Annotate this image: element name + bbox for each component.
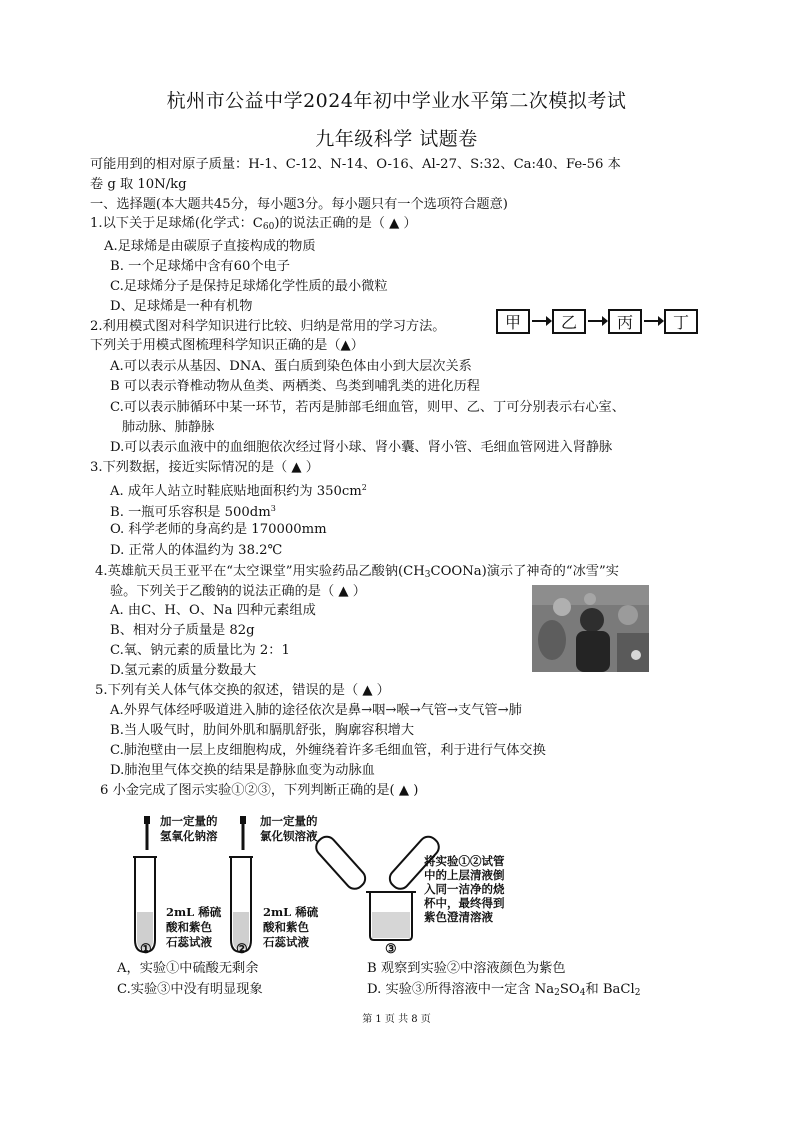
flow-arrow [532, 320, 550, 322]
step-3-desc-1: 将实验①②试管 [424, 854, 505, 868]
q2-stem-2: 下列关于用模式图梳理科学知识正确的是（▲） [90, 338, 364, 353]
label-experiment-2: ② [236, 942, 248, 957]
q1-stem: 1.以下关于足球烯(化学式：$C_{60}$)的说法正确的是（ ▲ ） [90, 216, 417, 232]
step-3-desc-4: 杯中，最终得到 [424, 896, 505, 910]
q5-option-c: C.肺泡壁由一层上皮细胞构成，外缠绕着许多毛细血管，利于进行气体交换 [110, 743, 546, 758]
tube-2-label-b: 酸和紫色 [263, 920, 309, 934]
exam-title: 杭州市公益中学2024年初中学业水平第二次模拟考试 [166, 90, 627, 112]
photo-of-astronaut [532, 585, 649, 672]
q6-option-d: D. 实验③所得溶液中一定含 $Na_2SO_4$和 BaCl$_2$ [367, 982, 641, 998]
tube-2-label-c: 石蕊试液 [263, 935, 309, 949]
q6-option-a: A，实验①中硫酸无剩余 [117, 961, 259, 976]
q1-option-b: B. 一个足球烯中含有60个电子 [110, 259, 290, 274]
q2-option-c: C.可以表示肺循环中某一环节，若丙是肺部毛细血管，则甲、乙、丁可分别表示右心室、 [110, 400, 625, 415]
q4-option-b: B、相对分子质量是 82g [110, 623, 255, 638]
flow-box-jia: 甲 [496, 309, 530, 334]
beaker-icon [366, 892, 416, 940]
q5-option-d: D.肺泡里气体交换的结果是静脉血变为动脉血 [110, 763, 375, 778]
section-heading: 一、选择题(本大题共45分，每小题3分。每小题只有一个选项符合题意) [90, 197, 508, 212]
q5-stem: 5.下列有关人体气体交换的叙述，错误的是（ ▲ ） [95, 683, 390, 698]
q4-option-a: A. 由C、H、O、Na 四种元素组成 [110, 603, 316, 618]
tube-1-label-c: 石蕊试液 [166, 935, 212, 949]
q1-option-c: C.足球烯分子是保持足球烯化学性质的最小微粒 [110, 279, 388, 294]
q4-option-d: D.氢元素的质量分数最大 [110, 663, 257, 678]
step-3-desc-3: 入同一洁净的烧 [424, 882, 505, 896]
q2-option-a: A.可以表示从基因、DNA、蛋白质到染色体由小到大层次关系 [110, 359, 472, 374]
q3-stem: 3.下列数据，接近实际情况的是（ ▲ ） [90, 460, 319, 475]
q4-stem-1: 4.英雄航天员王亚平在“太空课堂”用实验药品乙酸钠$(CH_3COONa)$演示了神奇的“冰雪”实 [95, 564, 619, 580]
q3-option-c: O. 科学老师的身高约是 170000mm [110, 522, 327, 537]
q1-option-d: D、足球烯是一种有机物 [110, 299, 253, 314]
q2-option-c-cont: 肺动脉、肺静脉 [122, 420, 215, 435]
q1-option-a: A.足球烯是由碳原子直接构成的物质 [104, 239, 316, 254]
exam-subtitle: 九年级科学 试题卷 [315, 128, 478, 150]
tube-2-label-a: 2mL 稀硫 [263, 905, 319, 919]
flow-arrow [588, 320, 606, 322]
q4-option-c: C.氧、钠元素的质量比为 2：1 [110, 643, 290, 658]
q6-option-b: B 观察到实验②中溶液颜色为紫色 [367, 961, 566, 976]
tube-1-label-a: 2mL 稀硫 [166, 905, 222, 919]
q6-option-c: C.实验③中没有明显现象 [117, 982, 263, 997]
atomic-mass-line: 可能用到的相对原子质量：H-1、C-12、N-14、O-16、Al-27、S:32、Ca:40、Fe-56 本 [90, 157, 621, 172]
gravity-line: 卷 g 取 10N/kg [90, 177, 187, 192]
q2-option-b: B 可以表示脊椎动物从鱼类、两栖类、鸟类到哺乳类的进化历程 [110, 379, 480, 394]
q3-option-d: D. 正常人的体温约为 38.2℃ [110, 543, 283, 558]
test-tube-dropper-icon [133, 816, 157, 952]
q2-stem-1: 2.利用模式图对科学知识进行比较、归纳是常用的学习方法。 [90, 319, 446, 334]
q5-option-a: A.外界气体经呼吸道进入肺的途径依次是鼻→咽→喉→气管→支气管→肺 [110, 703, 522, 718]
q3-option-b: B. 一瓶可乐容积是 $500dm^3$ [110, 504, 276, 520]
q2-flow-diagram [496, 306, 698, 336]
step-3-desc-2: 中的上层清液倒 [424, 868, 505, 882]
label-experiment-3: ③ [385, 942, 397, 957]
flow-box-ding: 丁 [664, 309, 698, 334]
step-3-desc-5: 紫色澄清溶液 [424, 910, 493, 924]
flow-arrow [644, 320, 662, 322]
q3-option-a: A. 成年人站立时鞋底贴地面积约为 $350cm^2$ [110, 483, 367, 499]
q6-experiment-figure [130, 812, 530, 960]
dropper-1-label-b: 氢氧化钠溶 [160, 829, 218, 843]
q6-stem: 6 小金完成了图示实验①②③，下列判断正确的是( ▲ ) [100, 783, 419, 798]
dropper-2-label-b: 氯化钡溶液 [260, 829, 318, 843]
flow-box-yi: 乙 [552, 309, 586, 334]
dropper-2-label-a: 加一定量的 [260, 814, 318, 828]
page-footer: 第 1 页 共 8 页 [362, 1014, 431, 1025]
q5-option-b: B.当人吸气时，肋间外肌和膈肌舒张，胸廓容积增大 [110, 723, 415, 738]
label-experiment-1: ① [140, 942, 152, 957]
q2-option-d: D.可以表示血液中的血细胞依次经过肾小球、肾小囊、肾小管、毛细血管网进入肾静脉 [110, 440, 613, 455]
q4-stem-2: 验。下列关于乙酸钠的说法正确的是（ ▲ ） [110, 584, 366, 599]
dropper-1-label-a: 加一定量的 [160, 814, 218, 828]
tube-1-label-b: 酸和紫色 [166, 920, 212, 934]
flow-box-bing: 丙 [608, 309, 642, 334]
